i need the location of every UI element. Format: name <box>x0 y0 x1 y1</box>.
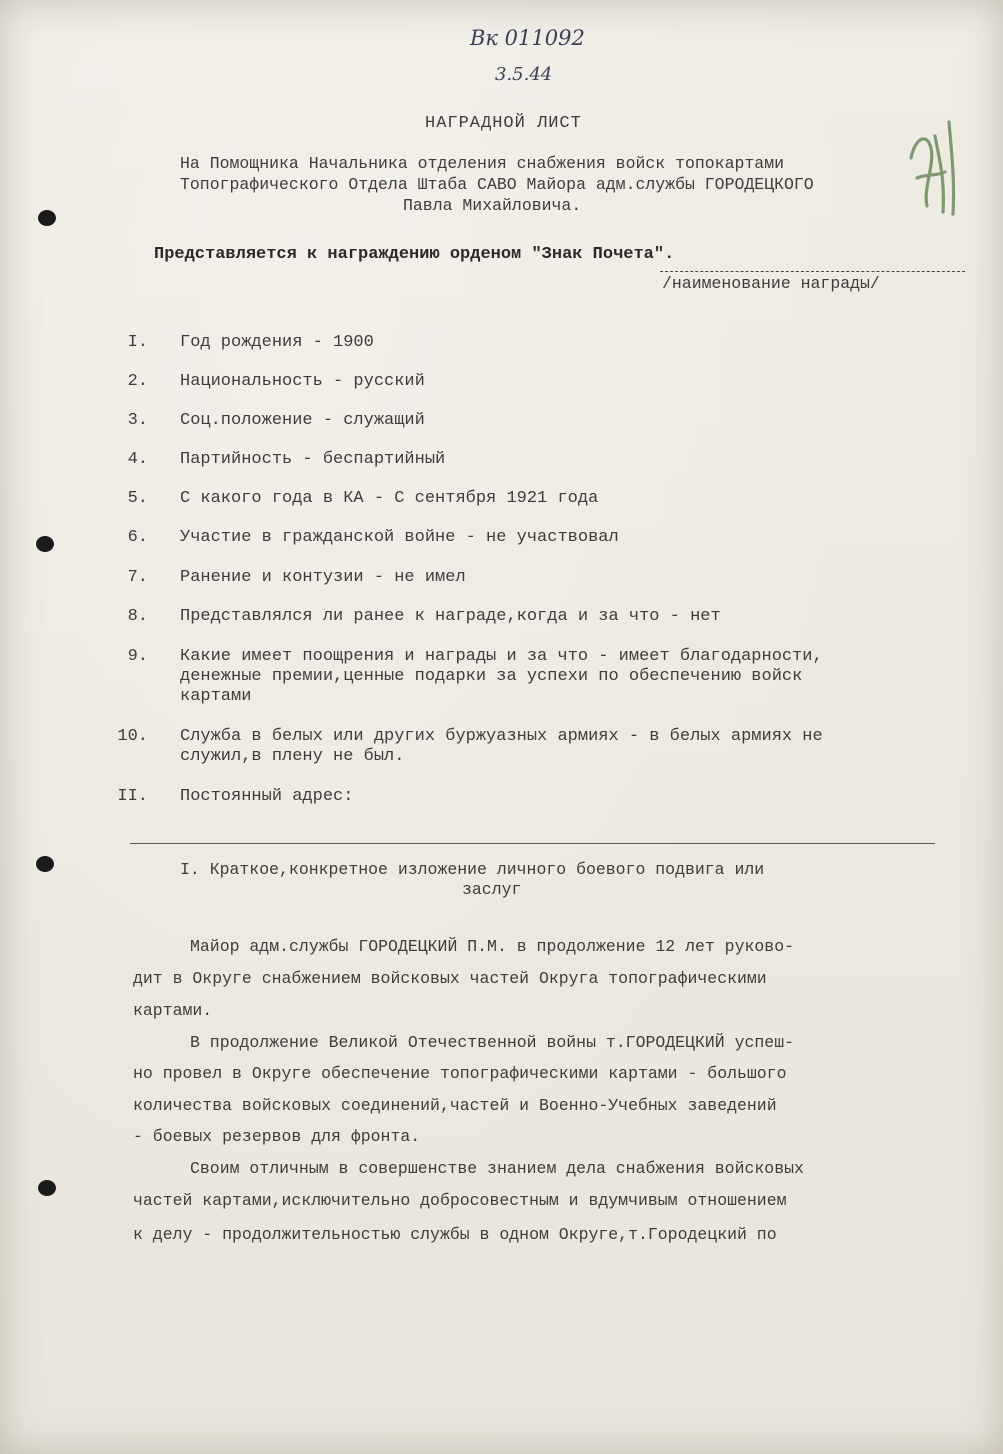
item-number: 10. <box>117 727 148 746</box>
punch-hole <box>38 1180 56 1196</box>
punch-hole <box>36 856 54 872</box>
item-text-line: Служба в белых или других буржуазных армиях - в белых армиях не <box>180 727 823 746</box>
item-text-line: денежные премии,ценные подарки за успехи по обеспечению войск <box>180 667 803 686</box>
item-number: I. <box>127 333 148 352</box>
subject-line-2: Топографического Отдела Штаба САВО Майора адм.службы ГОРОДЕЦКОГО <box>180 175 814 194</box>
body-line: - боевых резервов для фронта. <box>133 1127 421 1146</box>
item-number: 6. <box>127 528 148 547</box>
body-line: Своим отличным в совершенстве знанием дела снабжения войсковых <box>190 1159 804 1178</box>
item-text: Национальность - русский <box>180 372 425 391</box>
item-number: 9. <box>127 647 148 666</box>
section-heading-line-2: заслуг <box>462 880 522 899</box>
body-line: но провел в Округе обеспечение топографическими картами - большого <box>133 1064 787 1083</box>
item-text-line: картами <box>180 687 252 706</box>
item-number: II. <box>117 787 148 806</box>
green-stamp-mark <box>905 118 961 216</box>
handwritten-date: 3.5.44 <box>495 64 553 85</box>
item-text-line: Какие имеет поощрения и награды и за что - имеет благодарности, <box>180 647 823 666</box>
item-number: 7. <box>127 568 148 587</box>
item-number: 3. <box>127 411 148 430</box>
body-line: к делу - продолжительностью службы в одном Округе,т.Городецкий по <box>133 1225 777 1244</box>
body-line: Майор адм.службы ГОРОДЕЦКИЙ П.М. в продолжение 12 лет руково- <box>190 937 794 956</box>
item-text: Партийность - беспартийный <box>180 450 446 469</box>
item-text: Постоянный адрес: <box>180 787 354 806</box>
subject-line-3: Павла Михайловича. <box>403 196 582 215</box>
subject-line-1: На Помощника Начальника отделения снабжения войск топокартами <box>180 154 784 173</box>
body-line: дит в Округе снабжением войсковых частей Округа топографическими <box>133 969 767 988</box>
item-number: 2. <box>127 372 148 391</box>
document-title: НАГРАДНОЙ ЛИСТ <box>425 114 582 133</box>
handwritten-reference: Вк 011092 <box>470 26 585 50</box>
body-line: картами. <box>133 1001 213 1020</box>
item-text: С какого года в КА - С сентября 1921 года <box>180 489 599 508</box>
item-text-line: служил,в плену не был. <box>180 747 405 766</box>
body-line: В продолжение Великой Отечественной войны т.ГОРОДЕЦКИЙ успеш- <box>190 1033 794 1052</box>
item-number: 4. <box>127 450 148 469</box>
body-line: частей картами,исключительно добросовестным и вдумчивым отношением <box>133 1191 787 1210</box>
item-text: Участие в гражданской войне - не участвовал <box>180 528 619 547</box>
body-line: количества войсковых соединений,частей и Военно-Учебных заведений <box>133 1096 777 1115</box>
section-divider <box>130 843 935 844</box>
item-text: Представлялся ли ранее к награде,когда и за что - нет <box>180 607 721 626</box>
nomination-line: Представляется к награждению орденом "Знак Почета". <box>154 245 675 264</box>
item-number: 5. <box>127 489 148 508</box>
award-caption: /наименование награды/ <box>662 274 880 293</box>
item-text: Ранение и контузии - не имел <box>180 568 466 587</box>
section-heading-line-1: I. Краткое,конкретное изложение личного боевого подвига или <box>180 860 765 879</box>
punch-hole <box>38 210 56 226</box>
item-text: Год рождения - 1900 <box>180 333 374 352</box>
punch-hole <box>36 536 54 552</box>
award-underline <box>660 271 965 272</box>
item-text: Соц.положение - служащий <box>180 411 425 430</box>
item-number: 8. <box>127 607 148 626</box>
